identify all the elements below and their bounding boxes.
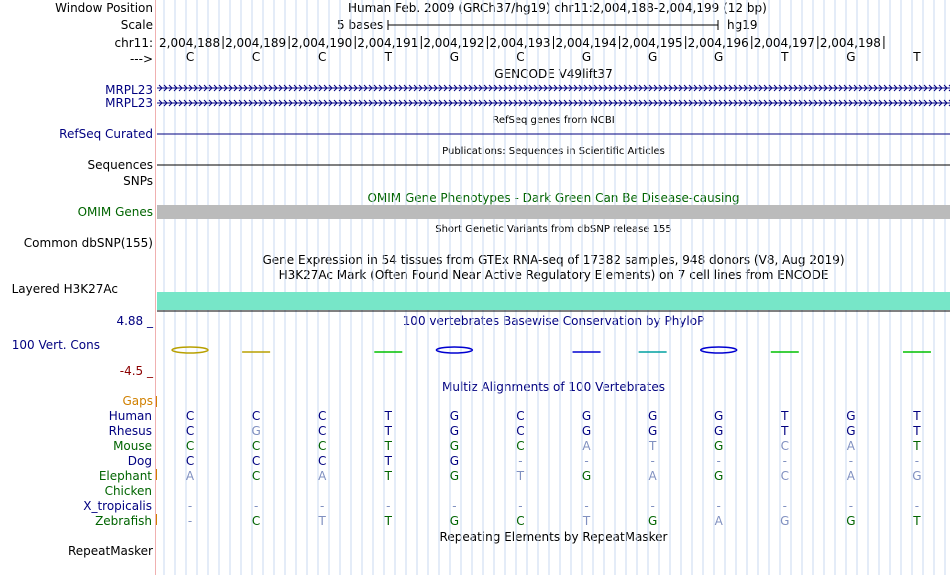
alignment-base: T — [781, 409, 789, 423]
ruler-position: 2,004,197 — [753, 36, 815, 50]
alignment-base: - — [650, 499, 655, 513]
scale-bar-text: 5 bases — [337, 18, 384, 32]
track-label-refseq[interactable]: RefSeq Curated — [59, 127, 153, 141]
alignment-base: T — [384, 514, 392, 528]
scale-label: Scale — [120, 18, 153, 32]
alignment-base: G — [251, 424, 261, 438]
base-letter: G — [714, 50, 724, 64]
alignment-base: G — [449, 439, 460, 453]
alignment-base: - — [584, 499, 589, 513]
alignment-base: C — [185, 454, 195, 468]
alignment-base: T — [913, 439, 921, 453]
alignment-base: G — [449, 409, 460, 423]
alignment-base: C — [318, 424, 327, 438]
base-letter: C — [251, 50, 261, 64]
base-letter: C — [516, 50, 525, 64]
alignment-base: G — [780, 514, 790, 528]
alignment-base: C — [780, 469, 789, 483]
track-label-snps[interactable]: SNPs — [123, 174, 153, 188]
alignment-base: G — [449, 469, 460, 483]
cons-max-value: 4.88 _ — [116, 314, 153, 328]
alignment-base: G — [714, 469, 724, 483]
alignment-base: G — [449, 424, 460, 438]
species-label-mouse: Mouse — [113, 439, 152, 453]
alignment-base: - — [914, 454, 920, 468]
alignment-base: A — [714, 514, 723, 528]
alignment-base: C — [185, 409, 195, 423]
alignment-base: T — [913, 409, 921, 423]
base-letter: T — [781, 50, 789, 64]
base-letter: G — [581, 50, 592, 64]
alignment-base: C — [516, 424, 525, 438]
alignment-base: C — [516, 439, 525, 453]
species-label-elephant: Elephant — [98, 469, 152, 483]
alignment-base: C — [185, 424, 195, 438]
omim-track-title: OMIM Gene Phenotypes - Dark Green Can Be Disease-causing — [367, 191, 740, 205]
alignment-base: G — [846, 514, 856, 528]
alignment-base: T — [913, 514, 921, 528]
alignment-base: C — [516, 409, 525, 423]
base-letter: G — [846, 50, 856, 64]
alignment-base: G — [449, 454, 460, 468]
ruler-position: 2,004,188 — [159, 36, 221, 50]
repeatmasker-track-title: Repeating Elements by RepeatMasker — [439, 530, 668, 544]
h3k27ac-bar — [157, 292, 950, 310]
alignment-base: T — [318, 514, 326, 528]
alignment-base: G — [912, 469, 922, 483]
alignment-base: T — [582, 514, 591, 528]
alignment-base: C — [318, 409, 327, 423]
track-label-repeatmasker[interactable]: RepeatMasker — [67, 544, 153, 558]
ruler-position: 2,004,191 — [357, 36, 419, 50]
alignment-base: C — [251, 439, 261, 453]
base-letter: C — [318, 50, 327, 64]
scale-assembly: hg19 — [727, 18, 758, 32]
alignment-base: T — [384, 409, 392, 423]
publications-track-title: Publications: Sequences in Scientific Articles — [442, 146, 665, 157]
alignment-base: A — [582, 439, 591, 453]
species-label-dog: Dog — [127, 454, 152, 468]
alignment-base: G — [846, 409, 856, 423]
alignment-base: T — [781, 424, 789, 438]
track-label-gaps[interactable]: Gaps — [122, 394, 153, 408]
ruler-position: 2,004,195 — [621, 36, 683, 50]
base-letter: T — [913, 50, 921, 64]
base-letter: T — [384, 50, 392, 64]
species-label-rhesus: Rhesus — [108, 424, 152, 438]
alignment-base: - — [320, 499, 325, 513]
base-letter: G — [449, 50, 460, 64]
track-label-layered-h3k27ac[interactable]: Layered H3K27Ac — [11, 282, 118, 296]
alignment-base: G — [647, 514, 658, 528]
ruler-position: 2,004,193 — [489, 36, 551, 50]
alignment-base: - — [386, 499, 391, 513]
alignment-base: T — [384, 439, 392, 453]
base-letter: C — [185, 50, 195, 64]
track-label-common-dbsnp[interactable]: Common dbSNP(155) — [23, 236, 153, 250]
alignment-base: - — [452, 499, 457, 513]
ruler-position: 2,004,190 — [291, 36, 353, 50]
snp-track-title: Short Genetic Variants from dbSNP release 155 — [435, 224, 672, 235]
alignment-base: C — [185, 439, 195, 453]
omim-gene-bar — [157, 205, 950, 219]
alignment-base: - — [782, 499, 787, 513]
alignment-base: C — [251, 409, 261, 423]
alignment-base: A — [846, 469, 855, 483]
track-label-omim[interactable]: OMIM Genes — [77, 205, 153, 219]
ruler-position: 2,004,198 — [819, 36, 881, 50]
alignment-base: - — [782, 454, 787, 468]
species-label-zebrafish: Zebrafish — [95, 514, 152, 528]
alignment-base: G — [714, 409, 724, 423]
alignment-base: T — [384, 424, 392, 438]
alignment-base: G — [647, 409, 658, 423]
h3k27ac-track-title: H3K27Ac Mark (Often Found Near Active Regulatory Elements) on 7 cell lines from ENCODE — [278, 268, 829, 282]
alignment-base: - — [716, 454, 721, 468]
alignment-base: - — [253, 499, 259, 513]
alignment-base: - — [518, 499, 523, 513]
alignment-base: - — [848, 454, 854, 468]
alignment-base: - — [914, 499, 920, 513]
chromosome-label: chr11: — [114, 36, 153, 50]
track-label-sequences[interactable]: Sequences — [87, 158, 153, 172]
cons-min-value: -4.5 _ — [119, 364, 153, 378]
alignment-base: - — [518, 454, 523, 468]
alignment-base: C — [318, 454, 327, 468]
alignment-base: T — [384, 469, 392, 483]
window-position-value: Human Feb. 2009 (GRCh37/hg19) chr11:2,004,188-2,004,199 (12 bp) — [348, 1, 767, 15]
track-label-mrpl23-1[interactable]: MRPL23 — [105, 83, 153, 97]
alignment-base: G — [581, 469, 592, 483]
alignment-base: - — [187, 514, 193, 528]
phylop-track-title: 100 vertebrates Basewise Conservation by PhyloP — [402, 314, 705, 328]
alignment-base: G — [581, 424, 592, 438]
ruler-position: 2,004,192 — [423, 36, 485, 50]
refseq-track-title: RefSeq genes from NCBI — [492, 115, 615, 126]
alignment-base: - — [187, 499, 193, 513]
track-label-mrpl23-2[interactable]: MRPL23 — [105, 96, 153, 110]
phylop-glyph — [172, 347, 208, 353]
track-label-vert-cons[interactable]: 100 Vert. Cons — [11, 338, 100, 352]
ruler-position: 2,004,196 — [687, 36, 749, 50]
alignment-base: - — [716, 499, 721, 513]
alignment-base: G — [714, 439, 724, 453]
alignment-base: G — [846, 424, 856, 438]
alignment-base: C — [251, 469, 261, 483]
ruler-position: 2,004,194 — [555, 36, 617, 50]
alignment-base: A — [318, 469, 327, 483]
species-label-x_tropicalis: X_tropicalis — [83, 499, 152, 513]
phylop-glyph — [436, 347, 472, 353]
phylop-glyph — [701, 347, 737, 353]
alignment-base: T — [913, 424, 921, 438]
window-position-label: Window Position — [55, 1, 153, 15]
alignment-base: G — [449, 514, 460, 528]
base-letter: G — [647, 50, 658, 64]
alignment-base: A — [846, 439, 855, 453]
strand-toggle-arrow[interactable]: ---> — [129, 52, 153, 66]
alignment-base: C — [251, 454, 261, 468]
alignment-base: A — [648, 469, 657, 483]
gencode-track-title: GENCODE V49lift37 — [494, 67, 613, 81]
gtex-track-title: Gene Expression in 54 tissues from GTEx RNA-seq of 17382 samples, 948 donors (V8, Aug 2019) — [262, 253, 845, 267]
alignment-base: G — [581, 409, 592, 423]
alignment-base: C — [251, 514, 261, 528]
alignment-base: - — [848, 499, 854, 513]
ruler-position: 2,004,189 — [225, 36, 287, 50]
alignment-base: A — [185, 469, 195, 483]
alignment-base: - — [584, 454, 589, 468]
alignment-base: T — [648, 439, 657, 453]
alignment-base: - — [650, 454, 655, 468]
multiz-track-title: Multiz Alignments of 100 Vertebrates — [441, 380, 666, 394]
species-label-human: Human — [108, 409, 152, 423]
alignment-base: C — [318, 439, 327, 453]
alignment-base: C — [780, 439, 789, 453]
species-label-chicken: Chicken — [104, 484, 152, 498]
alignment-base: C — [516, 514, 525, 528]
alignment-base: G — [647, 424, 658, 438]
alignment-base: T — [516, 469, 525, 483]
alignment-base: G — [714, 424, 724, 438]
alignment-base: T — [384, 454, 392, 468]
